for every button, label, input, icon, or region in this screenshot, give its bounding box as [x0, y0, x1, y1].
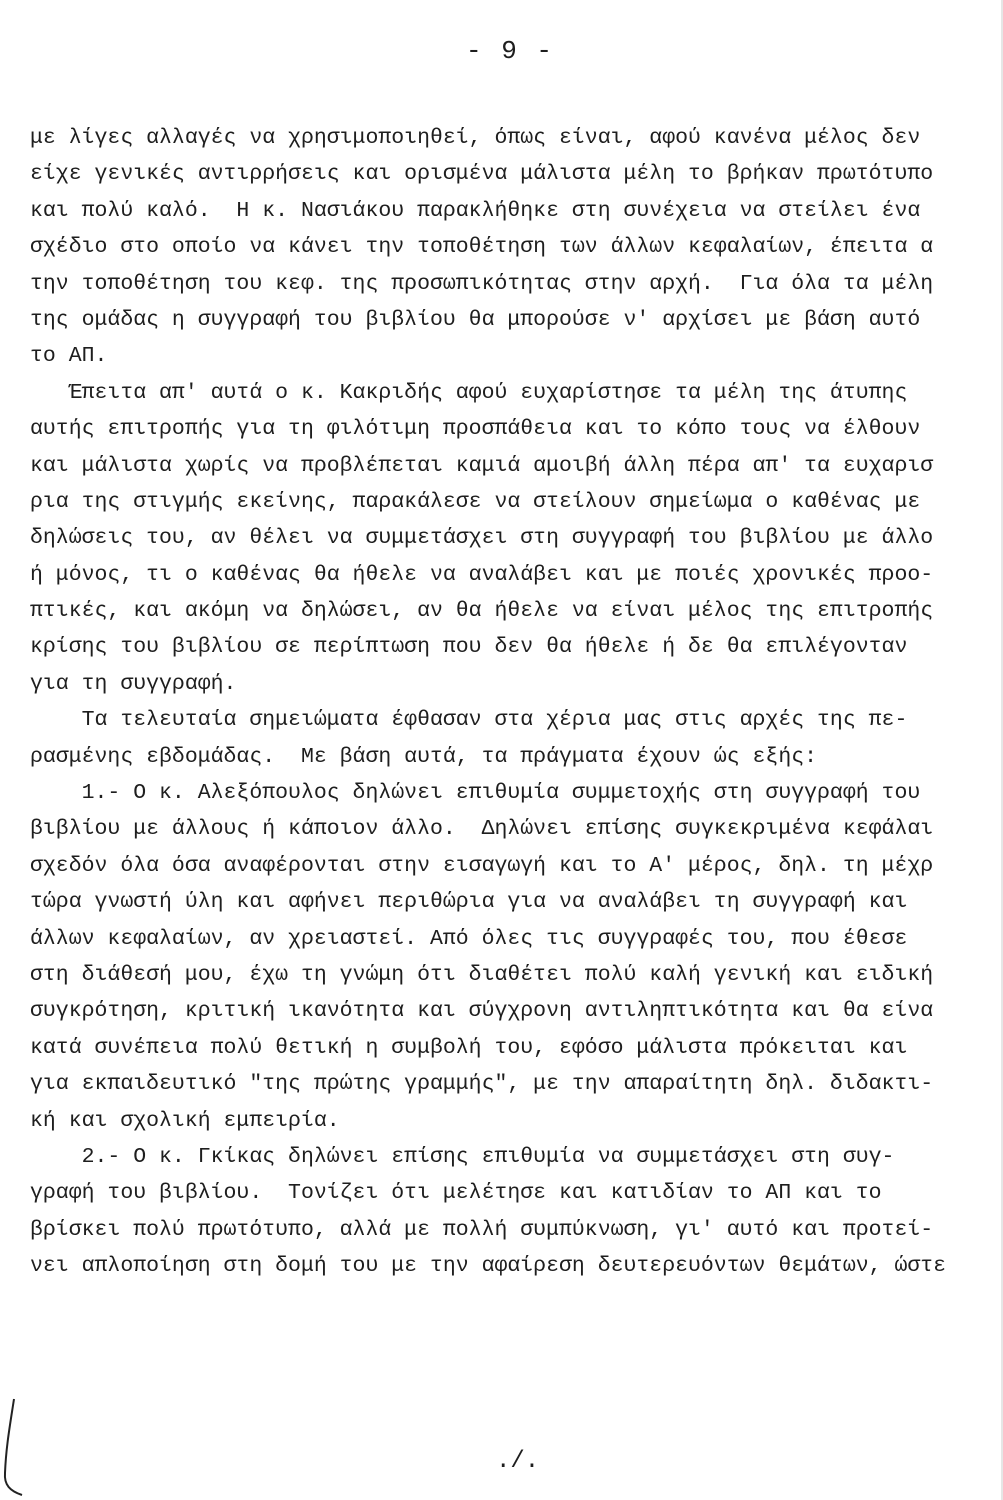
text-line: την τοποθέτηση του κεφ. της προσωπικότητας στην αρχή. Για όλα τα μέλη [30, 271, 934, 296]
text-line: ή μόνος, τι ο καθένας θα ήθελε να αναλάβει και με ποιές χρονικές προο- [30, 562, 934, 587]
text-line: Τα τελευταία σημειώματα έφθασαν στα χέρια μας στις αρχές της πε- [30, 708, 908, 733]
text-line: γραφή του βιβλίου. Τονίζει ότι μελέτησε και κατιδίαν το ΑΠ και το [30, 1181, 882, 1206]
text-line: κατά συνέπεια πολύ θετική η συμβολή του, εφόσο μάλιστα πρόκειται και [30, 1035, 908, 1060]
handwritten-margin-mark-icon [0, 1395, 30, 1500]
text-line: 2.- Ο κ. Γκίκας δηλώνει επίσης επιθυμία να συμμετάσχει στη συγ- [30, 1144, 895, 1169]
text-line: σχεδόν όλα όσα αναφέρονται στην εισαγωγή και το Α' μέρος, δηλ. τη μέχρ [30, 853, 934, 878]
text-line: αυτής επιτροπής για τη φιλότιμη προσπάθεια και το κόπο τους να έλθουν [30, 417, 921, 442]
text-line: δηλώσεις του, αν θέλει να συμμετάσχει στη συγγραφή του βιβλίου με άλλο [30, 526, 934, 551]
text-line: και μάλιστα χωρίς να προβλέπεται καμιά αμοιβή άλλη πέρα απ' τα ευχαρισ [30, 453, 934, 478]
text-line: με λίγες αλλαγές να χρησιμοποιηθεί, όπως είναι, αφού κανένα μέλος δεν [30, 126, 921, 150]
text-line: ρια της στιγμής εκείνης, παρακάλεσε να στείλουν σημείωμα ο καθένας με [30, 489, 921, 514]
text-line: συγκρότηση, κριτική ικανότητα και σύγχρονη αντιληπτικότητα και θα είνα [30, 999, 934, 1024]
text-line: της ομάδας η συγγραφή του βιβλίου θα μπορούσε ν' αρχίσει με βάση αυτό [30, 307, 921, 332]
text-line: και πολύ καλό. Η κ. Νασιάκου παρακλήθηκε στη συνέχεια να στείλει ένα [30, 198, 921, 223]
text-line: το ΑΠ. [30, 344, 108, 369]
page-number: - 9 - [466, 36, 555, 66]
text-line: βρίσκει πολύ πρωτότυπο, αλλά με πολλή συμπύκνωση, γι' αυτό και προτεί- [30, 1217, 934, 1242]
text-line: άλλων κεφαλαίων, αν χρειαστεί. Από όλες τις συγγραφές του, που έθεσε [30, 926, 908, 951]
text-line: πτικές, και ακόμη να δηλώσει, αν θα ήθελε να είναι μέλος της επιτροπής [30, 599, 934, 624]
document-body [30, 120, 995, 1285]
text-line: είχε γενικές αντιρρήσεις και ορισμένα μάλιστα μέλη το βρήκαν πρωτότυπο [30, 162, 934, 187]
text-line: βιβλίου με άλλους ή κάποιον άλλο. Δηλώνει επίσης συγκεκριμένα κεφάλαι [30, 817, 934, 842]
continuation-mark: ./. [496, 1448, 540, 1475]
text-line: κρίσης του βιβλίου σε περίπτωση που δεν θα ήθελε ή δε θα επιλέγονταν [30, 635, 908, 660]
text-line: ρασμένης εβδομάδας. Με βάση αυτά, τα πράγματα έχουν ώς εξής: [30, 744, 818, 769]
text-line: 1.- Ο κ. Αλεξόπουλος δηλώνει επιθυμία συμμετοχής στη συγγραφή του [30, 781, 921, 806]
text-line: σχέδιο στο οποίο να κάνει την τοποθέτηση των άλλων κεφαλαίων, έπειτα α [30, 235, 934, 260]
text-line: κή και σχολική εμπειρία. [30, 1108, 340, 1133]
text-line: στη διάθεσή μου, έχω τη γνώμη ότι διαθέτει πολύ καλή γενική και ειδική [30, 962, 934, 987]
text-line: για τη συγγραφή. [30, 671, 237, 696]
text-line: νει απλοποίηση στη δομή του με την αφαίρεση δευτερευόντων θεμάτων, ώστε [30, 1254, 947, 1279]
text-line: Έπειτα απ' αυτά ο κ. Κακριδής αφού ευχαρίστησε τα μέλη της άτυπης [30, 380, 908, 405]
text-line: τώρα γνωστή ύλη και αφήνει περιθώρια για να αναλάβει τη συγγραφή και [30, 890, 908, 915]
text-line: για εκπαιδευτικό "της πρώτης γραμμής", με την απαραίτητη δηλ. διδακτι- [30, 1072, 934, 1097]
